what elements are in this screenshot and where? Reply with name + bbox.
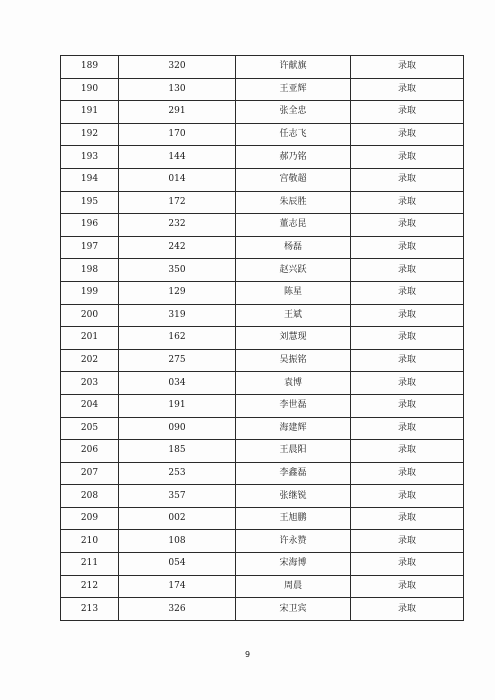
status-cell: 录取: [351, 462, 464, 485]
table-row: [61, 327, 464, 350]
exam-number-cell: 014: [119, 168, 236, 191]
status-cell: 录取: [351, 146, 464, 169]
name-cell: 王晨阳: [236, 440, 351, 463]
exam-number-cell: 144: [119, 146, 236, 169]
exam-number-cell: 162: [119, 327, 236, 350]
exam-number-cell: 242: [119, 236, 236, 259]
name-cell: 王斌: [236, 304, 351, 327]
table-row: [61, 281, 464, 304]
table-row: [61, 101, 464, 124]
table-row: [61, 349, 464, 372]
name-cell: 许永赞: [236, 530, 351, 553]
row-index-cell: 203: [61, 372, 119, 395]
status-cell: 录取: [351, 214, 464, 237]
name-cell: 董志昆: [236, 214, 351, 237]
row-index-cell: 208: [61, 485, 119, 508]
row-index-cell: 190: [61, 78, 119, 101]
name-cell: 海建辉: [236, 417, 351, 440]
status-cell: 录取: [351, 440, 464, 463]
page-number: 9: [244, 650, 251, 659]
status-cell: 录取: [351, 327, 464, 350]
exam-number-cell: 174: [119, 575, 236, 598]
exam-number-cell: 130: [119, 78, 236, 101]
table-row: [61, 507, 464, 530]
status-cell: 录取: [351, 553, 464, 576]
table-row: [61, 304, 464, 327]
row-index-cell: 213: [61, 598, 119, 621]
status-cell: 录取: [351, 394, 464, 417]
name-cell: 周晨: [236, 575, 351, 598]
name-cell: 刘慧现: [236, 327, 351, 350]
status-cell: 录取: [351, 575, 464, 598]
exam-number-cell: 034: [119, 372, 236, 395]
row-index-cell: 189: [61, 56, 119, 79]
status-cell: 录取: [351, 101, 464, 124]
exam-number-cell: 291: [119, 101, 236, 124]
name-cell: 宫敬超: [236, 168, 351, 191]
exam-number-cell: 172: [119, 191, 236, 214]
status-cell: 录取: [351, 507, 464, 530]
table-row: [61, 462, 464, 485]
row-index-cell: 199: [61, 281, 119, 304]
status-cell: 录取: [351, 236, 464, 259]
exam-number-cell: 185: [119, 440, 236, 463]
name-cell: 宋卫宾: [236, 598, 351, 621]
name-cell: 张继锐: [236, 485, 351, 508]
status-cell: 录取: [351, 123, 464, 146]
exam-number-cell: 002: [119, 507, 236, 530]
table-row: [61, 236, 464, 259]
table-row: [61, 485, 464, 508]
name-cell: 张全忠: [236, 101, 351, 124]
status-cell: 录取: [351, 304, 464, 327]
row-index-cell: 207: [61, 462, 119, 485]
name-cell: 赵兴跃: [236, 259, 351, 282]
exam-number-cell: 357: [119, 485, 236, 508]
table-row: [61, 214, 464, 237]
row-index-cell: 196: [61, 214, 119, 237]
row-index-cell: 194: [61, 168, 119, 191]
table-row: [61, 259, 464, 282]
name-cell: 李世磊: [236, 394, 351, 417]
table-row: [61, 553, 464, 576]
name-cell: 任志飞: [236, 123, 351, 146]
exam-number-cell: 232: [119, 214, 236, 237]
table-row: [61, 394, 464, 417]
row-index-cell: 198: [61, 259, 119, 282]
table-row: [61, 123, 464, 146]
admission-results-table: [60, 55, 464, 621]
exam-number-cell: 320: [119, 56, 236, 79]
status-cell: 录取: [351, 168, 464, 191]
exam-number-cell: 108: [119, 530, 236, 553]
status-cell: 录取: [351, 598, 464, 621]
table-row: [61, 575, 464, 598]
table-row: [61, 598, 464, 621]
name-cell: 李鑫磊: [236, 462, 351, 485]
table-row: [61, 440, 464, 463]
exam-number-cell: 275: [119, 349, 236, 372]
exam-number-cell: 054: [119, 553, 236, 576]
row-index-cell: 192: [61, 123, 119, 146]
status-cell: 录取: [351, 191, 464, 214]
table-row: [61, 146, 464, 169]
row-index-cell: 212: [61, 575, 119, 598]
name-cell: 吴振铭: [236, 349, 351, 372]
table-row: [61, 372, 464, 395]
row-index-cell: 209: [61, 507, 119, 530]
row-index-cell: 201: [61, 327, 119, 350]
exam-number-cell: 326: [119, 598, 236, 621]
exam-number-cell: 090: [119, 417, 236, 440]
row-index-cell: 202: [61, 349, 119, 372]
name-cell: 袁博: [236, 372, 351, 395]
table-row: [61, 168, 464, 191]
name-cell: 郝乃铭: [236, 146, 351, 169]
name-cell: 王亚辉: [236, 78, 351, 101]
name-cell: 杨磊: [236, 236, 351, 259]
row-index-cell: 191: [61, 101, 119, 124]
name-cell: 宋海博: [236, 553, 351, 576]
name-cell: 王旭鹏: [236, 507, 351, 530]
status-cell: 录取: [351, 485, 464, 508]
table-body: [61, 56, 464, 621]
exam-number-cell: 170: [119, 123, 236, 146]
row-index-cell: 211: [61, 553, 119, 576]
status-cell: 录取: [351, 259, 464, 282]
table-row: [61, 417, 464, 440]
exam-number-cell: 253: [119, 462, 236, 485]
row-index-cell: 200: [61, 304, 119, 327]
row-index-cell: 210: [61, 530, 119, 553]
status-cell: 录取: [351, 349, 464, 372]
status-cell: 录取: [351, 372, 464, 395]
status-cell: 录取: [351, 530, 464, 553]
exam-number-cell: 129: [119, 281, 236, 304]
table-row: [61, 530, 464, 553]
row-index-cell: 204: [61, 394, 119, 417]
exam-number-cell: 350: [119, 259, 236, 282]
status-cell: 录取: [351, 281, 464, 304]
table-row: [61, 78, 464, 101]
name-cell: 许献旗: [236, 56, 351, 79]
status-cell: 录取: [351, 417, 464, 440]
exam-number-cell: 319: [119, 304, 236, 327]
row-index-cell: 193: [61, 146, 119, 169]
row-index-cell: 206: [61, 440, 119, 463]
row-index-cell: 197: [61, 236, 119, 259]
status-cell: 录取: [351, 56, 464, 79]
table-row: [61, 56, 464, 79]
exam-number-cell: 191: [119, 394, 236, 417]
name-cell: 陈星: [236, 281, 351, 304]
status-cell: 录取: [351, 78, 464, 101]
name-cell: 朱辰胜: [236, 191, 351, 214]
row-index-cell: 205: [61, 417, 119, 440]
row-index-cell: 195: [61, 191, 119, 214]
table-row: [61, 191, 464, 214]
